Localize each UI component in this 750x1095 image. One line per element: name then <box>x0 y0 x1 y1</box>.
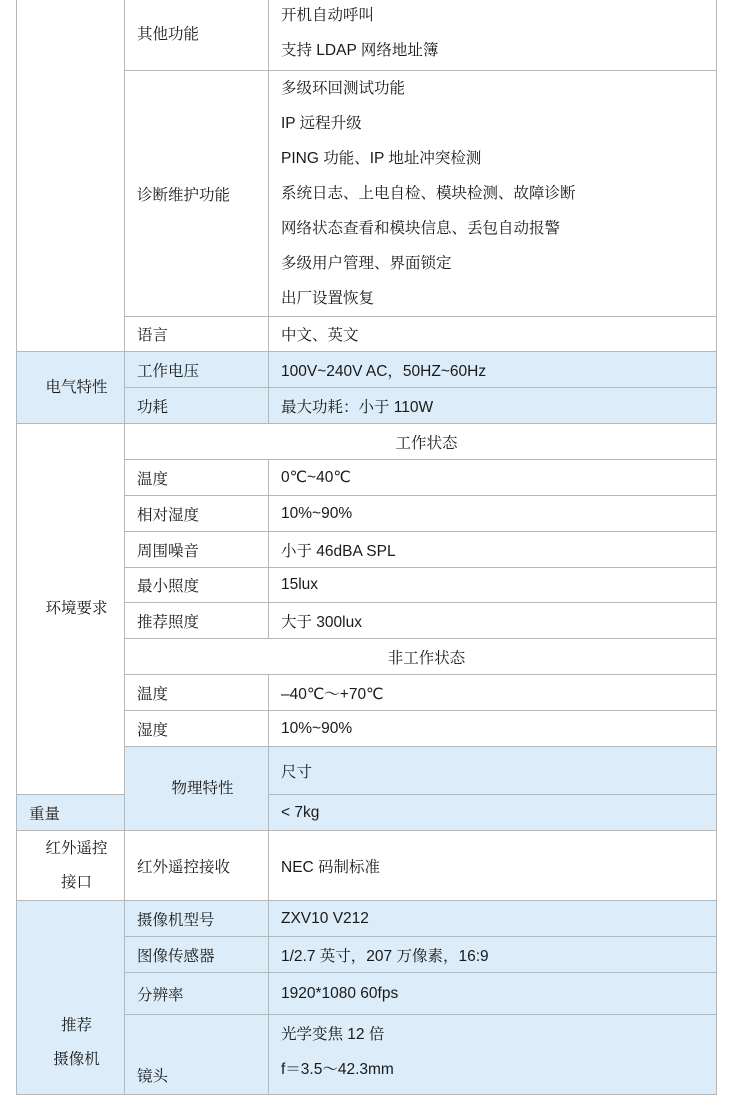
row-label-other: 其他功能 <box>125 0 269 71</box>
row-value-diag <box>269 71 717 317</box>
row-label: 温度 <box>125 460 269 496</box>
row-label: 功耗 <box>125 388 269 424</box>
row-value: 小于 46dBA SPL <box>269 532 717 568</box>
row-label: 图像传感器 <box>125 937 269 973</box>
category-physical: 物理特性 <box>125 747 269 831</box>
row-label-diag: 诊断维护功能 <box>125 71 269 317</box>
table-row <box>17 424 717 460</box>
row-label: 湿度 <box>125 711 269 747</box>
row-value: 10%~90% <box>269 711 717 747</box>
spec-table <box>16 0 717 1095</box>
value-line: 出厂设置恢复 <box>281 290 375 307</box>
table-row <box>17 901 717 937</box>
row-value: 大于 300lux <box>269 603 717 639</box>
row-label: 摄像机型号 <box>125 901 269 937</box>
row-label: 推荐照度 <box>125 603 269 639</box>
row-value: < 7kg <box>269 795 717 831</box>
row-label-lang: 语言 <box>125 317 269 352</box>
row-value: –40℃～+70℃ <box>269 675 717 711</box>
value-line: 支持 LDAP 网络地址簿 <box>281 41 439 59</box>
row-value: 最大功耗：小于 110W <box>269 388 717 424</box>
row-label: 尺寸 <box>269 747 717 795</box>
value-line: f＝3.5～42.3mm <box>281 1061 394 1078</box>
subheader-nonworking: 非工作状态 <box>125 639 717 675</box>
row-value: 10%~90% <box>269 496 717 532</box>
row-value: 100V~240V AC，50HZ~60Hz <box>269 352 717 388</box>
row-label: 相对湿度 <box>125 496 269 532</box>
row-label: 分辨率 <box>125 973 269 1015</box>
subheader-working: 工作状态 <box>125 424 717 460</box>
value-line: 光学变焦 12 倍 <box>281 1026 385 1043</box>
row-value-other <box>269 0 717 71</box>
value-line: 多级用户管理、界面锁定 <box>281 255 452 272</box>
category-line: 红外遥控 <box>45 839 108 857</box>
category-line: 接口 <box>60 873 92 891</box>
value-line: IP 远程升级 <box>281 115 362 132</box>
category-line: 摄像机 <box>53 1050 100 1068</box>
table-row <box>17 0 717 71</box>
row-label: 周围噪音 <box>125 532 269 568</box>
row-value: ZXV10 V212 <box>269 901 717 937</box>
row-value: 0℃~40℃ <box>269 460 717 496</box>
category-electrical: 电气特性 <box>17 352 125 424</box>
row-label: 最小照度 <box>125 568 269 603</box>
category-environment: 环境要求 <box>17 424 125 795</box>
category-camera <box>17 901 125 1095</box>
row-value: 1920*1080 60fps <box>269 973 717 1015</box>
category-cell-software <box>17 0 125 352</box>
value-line: 开机自动呼叫 <box>281 6 375 24</box>
row-label-lens: 镜头 <box>125 1015 269 1095</box>
table-row <box>17 352 717 388</box>
value-line: 多级环回测试功能 <box>281 80 406 97</box>
row-value-lens <box>269 1015 717 1095</box>
row-label: 工作电压 <box>125 352 269 388</box>
row-value-lang: 中文、英文 <box>269 317 717 352</box>
row-label: 重量 <box>17 795 125 831</box>
category-infrared <box>17 831 125 901</box>
row-value: NEC 码制标准 <box>269 831 717 901</box>
value-line: PING 功能、IP 地址冲突检测 <box>281 150 482 167</box>
value-line: 网络状态查看和模块信息、丢包自动报警 <box>281 220 561 237</box>
row-value: 1/2.7 英寸，207 万像素，16:9 <box>269 937 717 973</box>
table-row <box>17 795 717 831</box>
value-line: 系统日志、上电自检、模块检测、故障诊断 <box>281 185 576 202</box>
table-row <box>17 831 717 901</box>
row-label: 温度 <box>125 675 269 711</box>
row-value: 15lux <box>269 568 717 603</box>
row-label: 红外遥控接收 <box>125 831 269 901</box>
category-line: 推荐 <box>60 1016 92 1034</box>
